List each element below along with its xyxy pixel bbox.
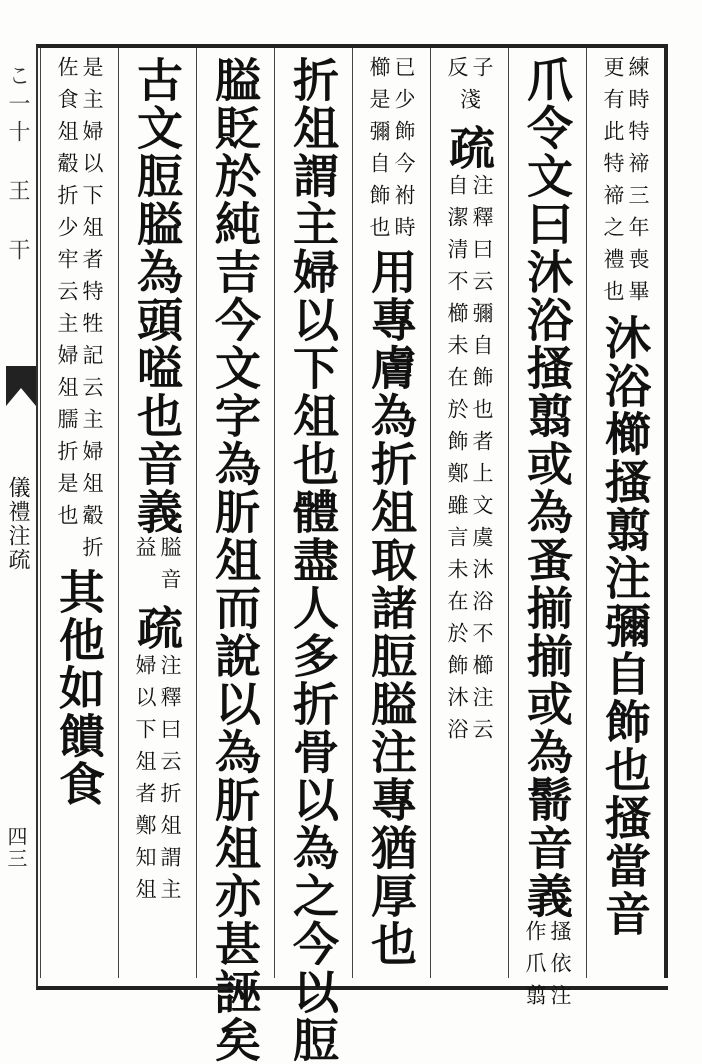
text-column-1 xyxy=(597,56,653,966)
annotation-pair xyxy=(602,56,648,312)
main-text: 古文脰膉為頭嗌也音義 xyxy=(130,56,184,536)
annotation-left: 反 xyxy=(445,56,469,88)
column-rule xyxy=(586,48,587,978)
annotation-left: 自潔清不櫛未在於飾鄭雖言未在於飾沐浴 xyxy=(445,174,469,750)
annotation-right: 注釋曰云折俎謂主 xyxy=(158,654,182,910)
column-rule xyxy=(40,48,41,978)
annotation-left: 佐食俎觳折少牢云主婦俎臑折是也 xyxy=(55,56,79,536)
annotation-left: 益 xyxy=(133,536,157,568)
page-margin xyxy=(2,56,34,976)
column-rule xyxy=(274,48,275,978)
main-text: 膉貶於純吉今文字為肵俎而說以為肵俎亦甚誣矣 xyxy=(208,56,262,1064)
text-column-4 xyxy=(363,56,419,966)
small-text: 淺 xyxy=(457,88,482,120)
text-column-7 xyxy=(129,56,185,966)
annotation-pair xyxy=(446,174,492,750)
annotation-pair xyxy=(446,56,492,88)
annotation-pair xyxy=(134,536,180,600)
margin-top-text: こ一十 王 干 xyxy=(5,64,30,266)
text-column-3 xyxy=(441,56,497,966)
text-column-6 xyxy=(207,56,263,1064)
shu-commentary-mark: 疏 xyxy=(442,124,496,170)
main-text: 沐浴櫛搔翦注彌自飾也搔當音 xyxy=(598,314,652,938)
annotation-right: 注釋曰云彌自飾也者上文虞沐浴不櫛注云 xyxy=(470,174,494,750)
column-rule xyxy=(352,48,353,978)
main-text: 用專膚為折俎取諸脰膉注專猶厚也 xyxy=(364,248,418,968)
column-rule xyxy=(118,48,119,978)
text-column-2 xyxy=(519,56,575,1016)
main-text: 折俎謂主婦以下俎也體盡人多折骨以為之今以脰 xyxy=(286,56,340,1064)
annotation-pair xyxy=(524,920,570,1016)
page-number: 四三 xyxy=(4,826,28,870)
column-rule xyxy=(196,48,197,978)
annotation-right: 已少飾今袝時 xyxy=(392,56,416,248)
annotation-left: 作爪翦 xyxy=(523,920,547,1016)
main-text: 其他如饋食 xyxy=(52,568,106,808)
annotation-right: 膉音 xyxy=(158,536,182,600)
annotation-right: 搔依注 xyxy=(548,920,572,1016)
shu-commentary-mark: 疏 xyxy=(130,604,184,650)
annotation-right: 子 xyxy=(470,56,494,88)
page-frame-right-edge xyxy=(664,48,668,978)
annotation-left: 婦以下俎者鄭知俎 xyxy=(133,654,157,910)
column-rule xyxy=(430,48,431,978)
annotation-right: 是主婦以下俎者特牲記云主婦俎觳折 xyxy=(80,56,104,568)
annotation-left: 櫛是彌自飾也 xyxy=(367,56,391,248)
column-rule xyxy=(508,48,509,978)
annotation-left: 更有此特禘之禮也 xyxy=(601,56,625,312)
book-title: 儀禮注疏 xyxy=(5,476,30,572)
text-column-5 xyxy=(285,56,341,1064)
annotation-pair xyxy=(134,654,180,910)
text-column-8 xyxy=(51,56,107,966)
annotation-pair xyxy=(368,56,414,248)
fish-tail-mark-icon xyxy=(6,366,36,406)
annotation-right: 練時特禘三年喪畢 xyxy=(626,56,650,312)
annotation-pair xyxy=(56,56,102,568)
main-text: 爪令文曰沐浴搔翦或為蚤揃揃或為鬋音義 xyxy=(520,56,574,920)
